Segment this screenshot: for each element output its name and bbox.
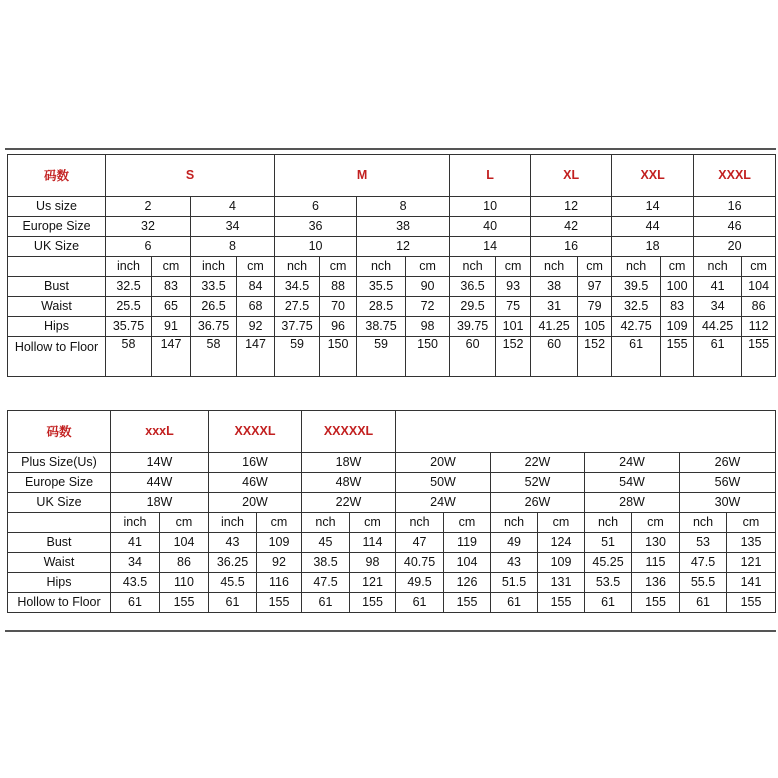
measurement-cell: 152 xyxy=(578,337,612,377)
measurement-cell: 41.25 xyxy=(531,317,578,337)
unit-cell: nch xyxy=(491,513,538,533)
measurement-cell: 104 xyxy=(444,553,491,573)
measurement-cell: 38 xyxy=(531,277,578,297)
us-size-cell: 8 xyxy=(357,197,450,217)
uk-size-cell: 26W xyxy=(491,493,585,513)
europe-size-cell: 42 xyxy=(531,217,612,237)
europe-size-cell: 52W xyxy=(491,473,585,493)
measurement-cell: 100 xyxy=(661,277,694,297)
uk-size-cell: 8 xyxy=(191,237,275,257)
measurement-cell: 155 xyxy=(661,337,694,377)
plus-size-cell: 18W xyxy=(302,453,396,473)
row-label: Hollow to Floor xyxy=(8,337,106,377)
size-xxxl: xxxL xyxy=(111,411,209,453)
measurement-cell: 70 xyxy=(320,297,357,317)
unit-cell: cm xyxy=(496,257,531,277)
unit-cell: nch xyxy=(680,513,727,533)
unit-cell: cm xyxy=(632,513,680,533)
measurement-cell: 43.5 xyxy=(111,573,160,593)
measurement-row xyxy=(8,337,776,377)
measurement-cell: 35.5 xyxy=(357,277,406,297)
measurement-cell: 53 xyxy=(680,533,727,553)
measurement-cell: 141 xyxy=(727,573,776,593)
measurement-cell: 92 xyxy=(257,553,302,573)
measurement-cell: 61 xyxy=(680,593,727,613)
measurement-cell: 105 xyxy=(578,317,612,337)
unit-cell: cm xyxy=(538,513,585,533)
measurement-cell: 33.5 xyxy=(191,277,237,297)
measurement-row xyxy=(8,573,776,593)
europe-size-row xyxy=(8,217,776,237)
bottom-border xyxy=(5,630,776,632)
row-label: UK Size xyxy=(8,493,111,513)
units-row-blank xyxy=(8,513,111,533)
top-border xyxy=(5,148,776,150)
measurement-cell: 155 xyxy=(257,593,302,613)
unit-cell: cm xyxy=(742,257,776,277)
size-chart-table-standard xyxy=(7,154,776,377)
unit-cell: nch xyxy=(357,257,406,277)
measurement-cell: 31 xyxy=(531,297,578,317)
header-blank xyxy=(396,411,776,453)
europe-size-cell: 56W xyxy=(680,473,776,493)
measurement-cell: 49 xyxy=(491,533,538,553)
measurement-cell: 155 xyxy=(538,593,585,613)
row-label: Us size xyxy=(8,197,106,217)
unit-cell: cm xyxy=(152,257,191,277)
size-l: L xyxy=(450,155,531,197)
europe-size-cell: 34 xyxy=(191,217,275,237)
measurement-row xyxy=(8,317,776,337)
size-chart-table-plus xyxy=(7,410,776,613)
measurement-cell: 53.5 xyxy=(585,573,632,593)
europe-size-cell: 40 xyxy=(450,217,531,237)
measurement-cell: 119 xyxy=(444,533,491,553)
unit-cell: nch xyxy=(585,513,632,533)
unit-cell: cm xyxy=(350,513,396,533)
measurement-cell: 155 xyxy=(160,593,209,613)
measurement-row xyxy=(8,533,776,553)
europe-size-cell: 46W xyxy=(209,473,302,493)
row-label: Waist xyxy=(8,553,111,573)
uk-size-cell: 18W xyxy=(111,493,209,513)
measurement-cell: 36.5 xyxy=(450,277,496,297)
measurement-cell: 150 xyxy=(320,337,357,377)
unit-cell: cm xyxy=(661,257,694,277)
us-size-cell: 4 xyxy=(191,197,275,217)
unit-cell: cm xyxy=(444,513,491,533)
europe-size-cell: 44 xyxy=(612,217,694,237)
row-label: Europe Size xyxy=(8,217,106,237)
measurement-cell: 59 xyxy=(275,337,320,377)
unit-cell: cm xyxy=(237,257,275,277)
measurement-cell: 98 xyxy=(406,317,450,337)
measurement-cell: 27.5 xyxy=(275,297,320,317)
measurement-cell: 110 xyxy=(160,573,209,593)
measurement-row xyxy=(8,277,776,297)
measurement-cell: 84 xyxy=(237,277,275,297)
europe-size-cell: 32 xyxy=(106,217,191,237)
measurement-cell: 155 xyxy=(727,593,776,613)
measurement-cell: 61 xyxy=(111,593,160,613)
measurement-cell: 36.25 xyxy=(209,553,257,573)
europe-size-cell: 50W xyxy=(396,473,491,493)
row-label: Hollow to Floor xyxy=(8,593,111,613)
measurement-cell: 115 xyxy=(632,553,680,573)
measurement-cell: 116 xyxy=(257,573,302,593)
measurement-cell: 41 xyxy=(694,277,742,297)
size-xxxxxl: XXXXXL xyxy=(302,411,396,453)
measurement-cell: 101 xyxy=(496,317,531,337)
us-size-cell: 10 xyxy=(450,197,531,217)
row-label: Bust xyxy=(8,533,111,553)
measurement-cell: 135 xyxy=(727,533,776,553)
measurement-cell: 45.25 xyxy=(585,553,632,573)
measurement-cell: 59 xyxy=(357,337,406,377)
measurement-cell: 68 xyxy=(237,297,275,317)
units-row xyxy=(8,257,776,277)
us-size-cell: 16 xyxy=(694,197,776,217)
plus-size-cell: 22W xyxy=(491,453,585,473)
europe-size-row xyxy=(8,473,776,493)
unit-cell: cm xyxy=(578,257,612,277)
measurement-cell: 60 xyxy=(531,337,578,377)
row-label: Hips xyxy=(8,317,106,337)
row-label: Europe Size xyxy=(8,473,111,493)
measurement-cell: 155 xyxy=(632,593,680,613)
units-row-blank xyxy=(8,257,106,277)
measurement-cell: 45 xyxy=(302,533,350,553)
row-label: Plus Size(Us) xyxy=(8,453,111,473)
measurement-cell: 36.75 xyxy=(191,317,237,337)
plus-size-cell: 14W xyxy=(111,453,209,473)
size-code-label: 码数 xyxy=(8,411,111,453)
uk-size-cell: 12 xyxy=(357,237,450,257)
unit-cell: inch xyxy=(209,513,257,533)
measurement-cell: 34.5 xyxy=(275,277,320,297)
measurement-cell: 121 xyxy=(350,573,396,593)
measurement-cell: 90 xyxy=(406,277,450,297)
europe-size-cell: 54W xyxy=(585,473,680,493)
measurement-cell: 155 xyxy=(350,593,396,613)
measurement-row xyxy=(8,553,776,573)
measurement-cell: 130 xyxy=(632,533,680,553)
measurement-row xyxy=(8,297,776,317)
measurement-cell: 28.5 xyxy=(357,297,406,317)
measurement-cell: 45.5 xyxy=(209,573,257,593)
unit-cell: inch xyxy=(191,257,237,277)
measurement-cell: 109 xyxy=(661,317,694,337)
plus-size-cell: 20W xyxy=(396,453,491,473)
europe-size-cell: 36 xyxy=(275,217,357,237)
europe-size-cell: 48W xyxy=(302,473,396,493)
row-label: Waist xyxy=(8,297,106,317)
size-header-row xyxy=(8,155,776,197)
row-label: Bust xyxy=(8,277,106,297)
uk-size-cell: 22W xyxy=(302,493,396,513)
measurement-cell: 40.75 xyxy=(396,553,444,573)
measurement-cell: 49.5 xyxy=(396,573,444,593)
measurement-cell: 131 xyxy=(538,573,585,593)
measurement-cell: 43 xyxy=(491,553,538,573)
measurement-cell: 93 xyxy=(496,277,531,297)
measurement-cell: 83 xyxy=(152,277,191,297)
measurement-cell: 91 xyxy=(152,317,191,337)
uk-size-cell: 30W xyxy=(680,493,776,513)
measurement-cell: 61 xyxy=(612,337,661,377)
size-s: S xyxy=(106,155,275,197)
unit-cell: cm xyxy=(257,513,302,533)
measurement-cell: 42.75 xyxy=(612,317,661,337)
uk-size-cell: 24W xyxy=(396,493,491,513)
measurement-cell: 51.5 xyxy=(491,573,538,593)
uk-size-cell: 16 xyxy=(531,237,612,257)
size-code-label: 码数 xyxy=(8,155,106,197)
measurement-cell: 61 xyxy=(302,593,350,613)
measurement-cell: 86 xyxy=(160,553,209,573)
measurement-cell: 126 xyxy=(444,573,491,593)
size-header-row xyxy=(8,411,776,453)
measurement-cell: 96 xyxy=(320,317,357,337)
measurement-cell: 35.75 xyxy=(106,317,152,337)
measurement-cell: 37.75 xyxy=(275,317,320,337)
measurement-cell: 147 xyxy=(152,337,191,377)
europe-size-cell: 44W xyxy=(111,473,209,493)
measurement-cell: 112 xyxy=(742,317,776,337)
measurement-cell: 34 xyxy=(111,553,160,573)
measurement-row xyxy=(8,593,776,613)
measurement-cell: 61 xyxy=(585,593,632,613)
unit-cell: nch xyxy=(694,257,742,277)
measurement-cell: 47 xyxy=(396,533,444,553)
us-size-cell: 14 xyxy=(612,197,694,217)
uk-size-cell: 28W xyxy=(585,493,680,513)
plus-size-cell: 26W xyxy=(680,453,776,473)
plus-size-cell: 16W xyxy=(209,453,302,473)
units-row xyxy=(8,513,776,533)
europe-size-cell: 46 xyxy=(694,217,776,237)
measurement-cell: 104 xyxy=(160,533,209,553)
measurement-cell: 109 xyxy=(257,533,302,553)
measurement-cell: 61 xyxy=(694,337,742,377)
unit-cell: nch xyxy=(275,257,320,277)
unit-cell: cm xyxy=(727,513,776,533)
measurement-cell: 38.5 xyxy=(302,553,350,573)
measurement-cell: 83 xyxy=(661,297,694,317)
us-size-cell: 12 xyxy=(531,197,612,217)
uk-size-cell: 18 xyxy=(612,237,694,257)
uk-size-cell: 10 xyxy=(275,237,357,257)
us-size-cell: 2 xyxy=(106,197,191,217)
measurement-cell: 55.5 xyxy=(680,573,727,593)
unit-cell: nch xyxy=(396,513,444,533)
measurement-cell: 47.5 xyxy=(302,573,350,593)
measurement-cell: 86 xyxy=(742,297,776,317)
plus-size-row xyxy=(8,453,776,473)
measurement-cell: 124 xyxy=(538,533,585,553)
unit-cell: nch xyxy=(450,257,496,277)
unit-cell: nch xyxy=(302,513,350,533)
measurement-cell: 150 xyxy=(406,337,450,377)
unit-cell: cm xyxy=(406,257,450,277)
unit-cell: nch xyxy=(531,257,578,277)
plus-size-cell: 24W xyxy=(585,453,680,473)
measurement-cell: 43 xyxy=(209,533,257,553)
measurement-cell: 58 xyxy=(191,337,237,377)
measurement-cell: 61 xyxy=(396,593,444,613)
measurement-cell: 155 xyxy=(444,593,491,613)
europe-size-cell: 38 xyxy=(357,217,450,237)
us-size-row xyxy=(8,197,776,217)
measurement-cell: 25.5 xyxy=(106,297,152,317)
unit-cell: inch xyxy=(106,257,152,277)
unit-cell: nch xyxy=(612,257,661,277)
measurement-cell: 44.25 xyxy=(694,317,742,337)
unit-cell: cm xyxy=(320,257,357,277)
measurement-cell: 109 xyxy=(538,553,585,573)
uk-size-row xyxy=(8,493,776,513)
measurement-cell: 79 xyxy=(578,297,612,317)
measurement-cell: 136 xyxy=(632,573,680,593)
measurement-cell: 75 xyxy=(496,297,531,317)
row-label: UK Size xyxy=(8,237,106,257)
measurement-cell: 39.75 xyxy=(450,317,496,337)
size-xxxxl: XXXXL xyxy=(209,411,302,453)
size-m: M xyxy=(275,155,450,197)
size-xxxl: XXXL xyxy=(694,155,776,197)
us-size-cell: 6 xyxy=(275,197,357,217)
measurement-cell: 114 xyxy=(350,533,396,553)
measurement-cell: 47.5 xyxy=(680,553,727,573)
measurement-cell: 88 xyxy=(320,277,357,297)
measurement-cell: 121 xyxy=(727,553,776,573)
measurement-cell: 38.75 xyxy=(357,317,406,337)
measurement-cell: 147 xyxy=(237,337,275,377)
measurement-cell: 155 xyxy=(742,337,776,377)
measurement-cell: 26.5 xyxy=(191,297,237,317)
size-xxl: XXL xyxy=(612,155,694,197)
size-xl: XL xyxy=(531,155,612,197)
measurement-cell: 32.5 xyxy=(106,277,152,297)
measurement-cell: 32.5 xyxy=(612,297,661,317)
measurement-cell: 51 xyxy=(585,533,632,553)
measurement-cell: 92 xyxy=(237,317,275,337)
uk-size-cell: 20W xyxy=(209,493,302,513)
measurement-cell: 104 xyxy=(742,277,776,297)
measurement-cell: 152 xyxy=(496,337,531,377)
unit-cell: cm xyxy=(160,513,209,533)
measurement-cell: 58 xyxy=(106,337,152,377)
uk-size-cell: 6 xyxy=(106,237,191,257)
uk-size-cell: 14 xyxy=(450,237,531,257)
uk-size-cell: 20 xyxy=(694,237,776,257)
measurement-cell: 29.5 xyxy=(450,297,496,317)
measurement-cell: 60 xyxy=(450,337,496,377)
measurement-cell: 41 xyxy=(111,533,160,553)
measurement-cell: 61 xyxy=(209,593,257,613)
measurement-cell: 72 xyxy=(406,297,450,317)
row-label: Hips xyxy=(8,573,111,593)
measurement-cell: 34 xyxy=(694,297,742,317)
measurement-cell: 39.5 xyxy=(612,277,661,297)
uk-size-row xyxy=(8,237,776,257)
measurement-cell: 97 xyxy=(578,277,612,297)
unit-cell: inch xyxy=(111,513,160,533)
measurement-cell: 98 xyxy=(350,553,396,573)
measurement-cell: 61 xyxy=(491,593,538,613)
measurement-cell: 65 xyxy=(152,297,191,317)
